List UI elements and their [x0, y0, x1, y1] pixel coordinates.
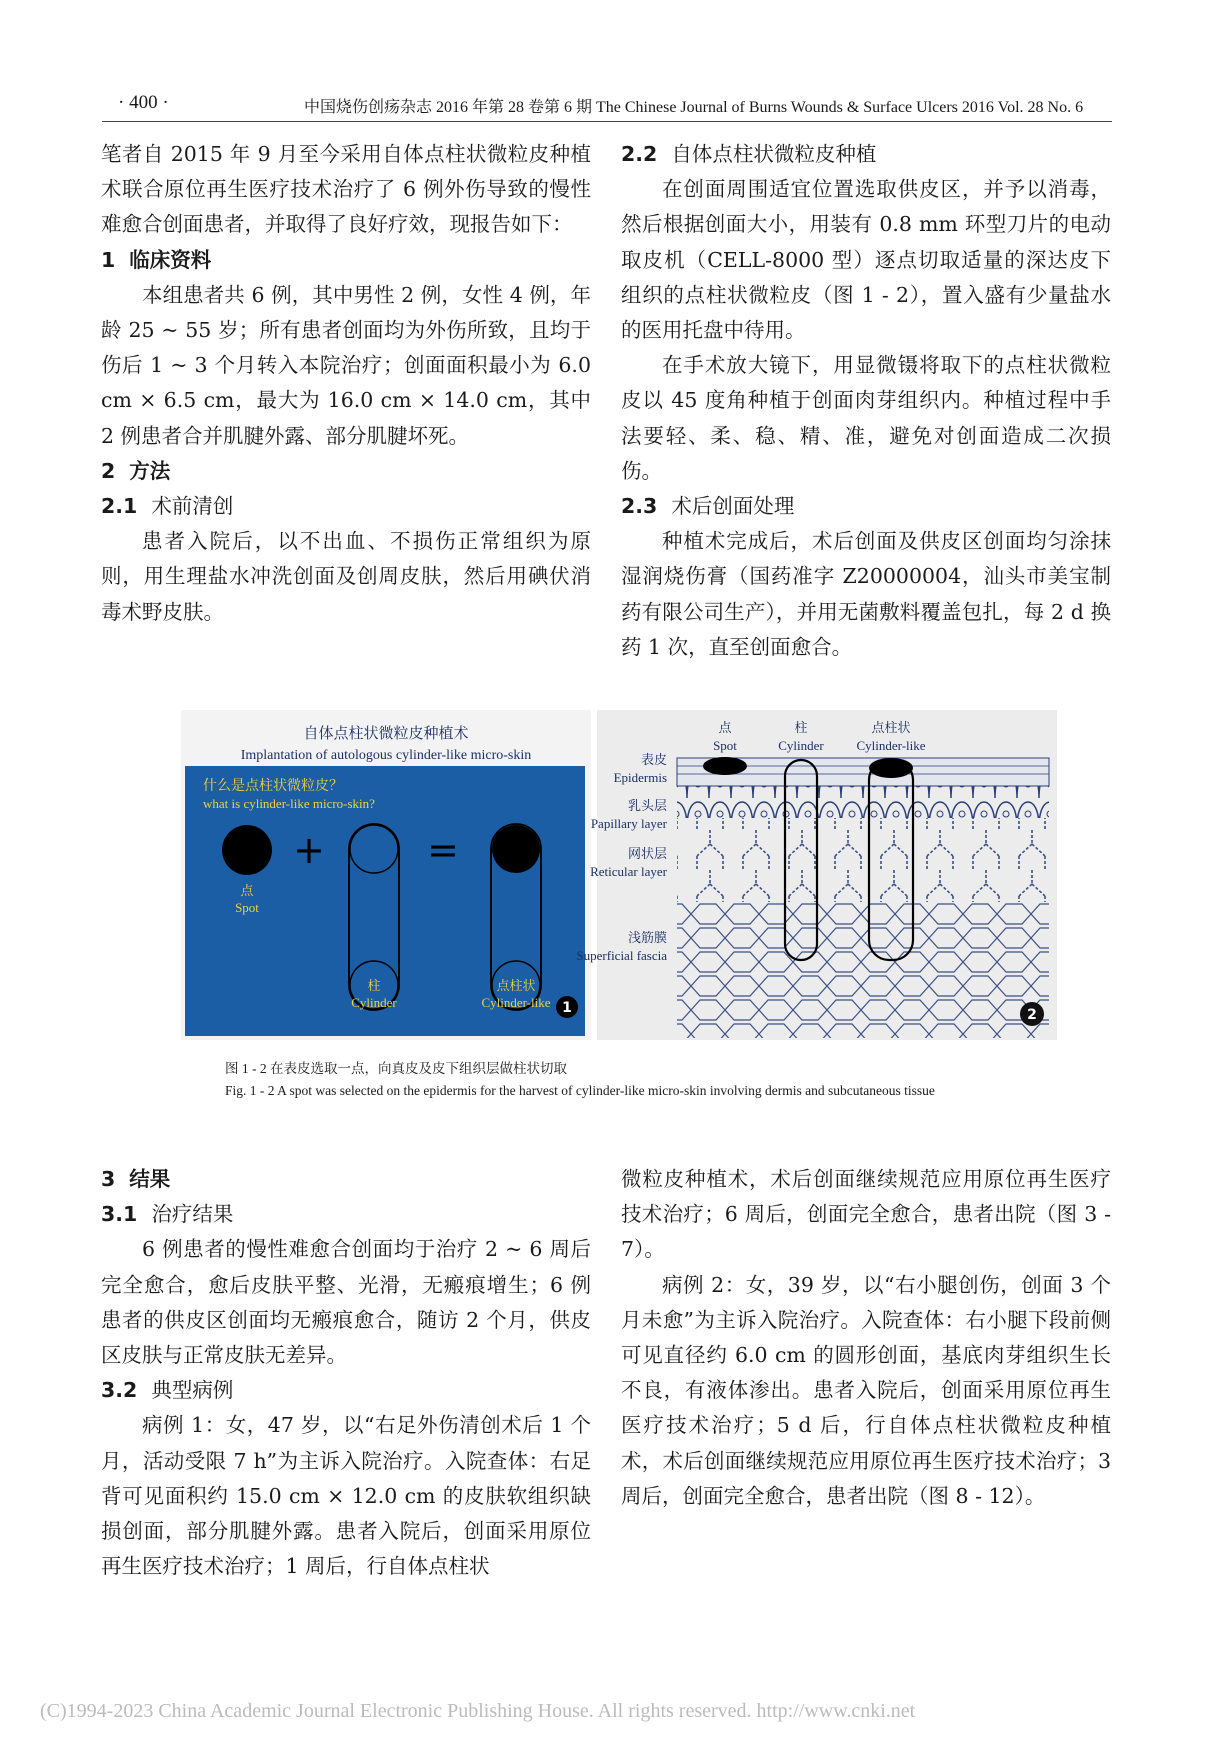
section-2-2-heading: 2.2 自体点柱状微粒皮种植 [621, 142, 877, 166]
cylinder-like-top-marker [869, 758, 913, 778]
header-rule [102, 121, 1112, 122]
badge-1-number: 1 [562, 1000, 572, 1016]
case-1-continuation: 微粒皮种植术，术后创面继续规范应用原位再生医疗技术治疗；6 周后，创面完全愈合，患者出院（图 3 - 7）。 [621, 1167, 1111, 1262]
section-3-1-heading: 3.1 治疗结果 [101, 1202, 234, 1227]
badge-2-number: 2 [1027, 1007, 1037, 1023]
question-en: what is cylinder-like micro-skin? [203, 796, 375, 811]
section-1-heading: 1 临床资料 [101, 247, 212, 272]
figure-caption-cn: 图 1 - 2 在表皮选取一点，向真皮及皮下组织层做柱状切取 [225, 1061, 567, 1076]
r-cyllike-cn: 点柱状 [871, 721, 911, 736]
reticular-en: Reticular layer [590, 864, 667, 879]
spot-label-cn: 点 [240, 884, 254, 899]
reticular-layer [677, 818, 1049, 902]
spot-circle [222, 825, 272, 875]
right-column-bottom [621, 1162, 1111, 1514]
cylinder-like-label-cn: 点柱状 [496, 979, 536, 994]
r-spot-cn: 点 [718, 721, 732, 736]
epidermis-en: Epidermis [613, 770, 667, 785]
case-2-text: 病例 2：女，39 岁，以“右小腿创伤，创面 3 个月未愈”为主诉入院治疗。入院查体：右小腿下段前侧可见直径约 6.0 cm 的圆形创面，基底肉芽组织生长不良，有液体渗出。患者入院后，创面采用原位再生医疗技术治疗；5 d 后，行自体点柱状微粒皮种植术，术后创面继续规范应用原位再生医疗技术治疗；3 周后，创面完全愈合，患者出院（图 8 - 12）。 [621, 1272, 1111, 1508]
r-spot-en: Spot [713, 738, 737, 753]
section-3-2-heading: 3.2 典型病例 [101, 1378, 234, 1403]
left-title-cn: 自体点柱状微粒皮种植术 [303, 724, 469, 742]
r-cyl-en: Cylinder [778, 738, 824, 753]
section-2-heading: 2 方法 [101, 458, 171, 483]
page-number: · 400 · [118, 92, 169, 113]
section-1-text: 本组患者共 6 例，其中男性 2 例，女性 4 例，年龄 25 ~ 55 岁；所有患者创面均为外伤所致，且均于伤后 1 ~ 3 个月转入本院治疗；创面面积最小为 6.0 cm × 6.5 cm，最大为 16.0 cm × 14.0 cm，其中 2 例患者合并肌腱外露、部分肌腱坏死。 [101, 282, 591, 448]
intro-paragraph: 笔者自 2015 年 9 月至今采用自体点柱状微粒皮种植术联合原位再生医疗技术治疗了 6 例外伤导致的慢性难愈合创面患者，并取得了良好疗效，现报告如下： [101, 142, 591, 237]
right-column-top [621, 137, 1111, 665]
reticular-cn: 网状层 [627, 847, 667, 862]
section-3-1-text: 6 例患者的慢性难愈合创面均于治疗 2 ~ 6 周后完全愈合，愈后皮肤平整、光滑，无瘢痕增生；6 例患者的供皮区创面均无瘢痕愈合，随访 2 个月，供皮区皮肤与正常皮肤无差异。 [101, 1237, 591, 1368]
papillary-cn: 乳头层 [627, 799, 667, 814]
cylinder-like-label-en: Cylinder-like [481, 995, 551, 1010]
cylinder-label-cn: 柱 [367, 979, 381, 994]
cylinder-like-top [492, 825, 540, 873]
section-2-2-para-2: 在手术放大镜下，用显微镊将取下的点柱状微粒皮以 45 度角种植于创面肉芽组织内。种植过程中手法要轻、柔、稳、精、准，避免对创面造成二次损伤。 [621, 353, 1111, 483]
r-cyl-cn: 柱 [794, 721, 808, 736]
r-cyllike-en: Cylinder-like [856, 738, 926, 753]
fascia-en: Superficial fascia [576, 948, 667, 963]
figure-1-2 [181, 710, 1057, 1040]
case-1-text: 病例 1：女，47 岁，以“右足外伤清创术后 1 个月，活动受限 7 h”为主诉入院治疗。入院查体：右足背可见面积约 15.0 cm × 12.0 cm 的皮肤软组织缺损创面，部分肌腱外露。患者入院后，创面采用原位再生医疗技术治疗；1 周后，行自体点柱状 [101, 1413, 591, 1579]
spot-marker [703, 757, 747, 775]
journal-title: 中国烧伤创疡杂志 2016 年第 28 卷第 6 期 The Chinese Journal of Burns Wounds & Surface Ulcers 2016 Vol. 28 No. 6 [304, 99, 1084, 116]
fascia-layer [677, 902, 1049, 1038]
running-header [0, 92, 1214, 122]
equals-sign: = [427, 828, 459, 872]
plus-sign: + [293, 828, 325, 872]
section-2-3-heading: 2.3 术后创面处理 [621, 494, 795, 519]
figure-graphic [181, 710, 1057, 1040]
copyright-footer: (C)1994-2023 China Academic Journal Electronic Publishing House. All rights reserved. http://www.cnki.net [40, 1700, 916, 1722]
left-column-top [101, 137, 591, 630]
question-cn: 什么是点柱状微粒皮？ [203, 778, 343, 794]
papillary-layer [677, 786, 1049, 818]
section-2-3-text: 种植术完成后，术后创面及供皮区创面均匀涂抹湿润烧伤膏（国药准字 Z20000004，汕头市美宝制药有限公司生产），并用无菌敷料覆盖包扎，每 2 d 换药 1 次，直至创面愈合。 [621, 529, 1111, 659]
cylinder-label-en: Cylinder [351, 995, 397, 1010]
left-column-bottom [101, 1162, 591, 1584]
spot-label-en: Spot [235, 900, 259, 915]
epidermis-cn: 表皮 [640, 753, 667, 768]
section-2-1-heading: 2.1 术前清创 [101, 494, 234, 519]
section-2-1-text: 患者入院后，以不出血、不损伤正常组织为原则，用生理盐水冲洗创面及创周皮肤，然后用碘伏消毒术野皮肤。 [101, 529, 591, 624]
section-2-2-para-1: 在创面周围适宜位置选取供皮区，并予以消毒，然后根据创面大小，用装有 0.8 mm 环型刀片的电动取皮机（CELL-8000 型）逐点切取适量的深达皮下组织的点柱状微粒皮（图 1 - 2），置入盛有少量盐水的医用托盘中待用。 [621, 177, 1111, 343]
left-title-en: Implantation of autologous cylinder-like micro-skin [240, 748, 532, 763]
papillary-en: Papillary layer [590, 816, 667, 831]
section-3-heading: 3 结果 [101, 1167, 171, 1191]
figure-caption-en: Fig. 1 - 2 A spot was selected on the epidermis for the harvest of cylinder-like micro-skin involving dermis and subcutaneous tissue [225, 1083, 935, 1098]
fascia-cn: 浅筋膜 [627, 931, 667, 946]
